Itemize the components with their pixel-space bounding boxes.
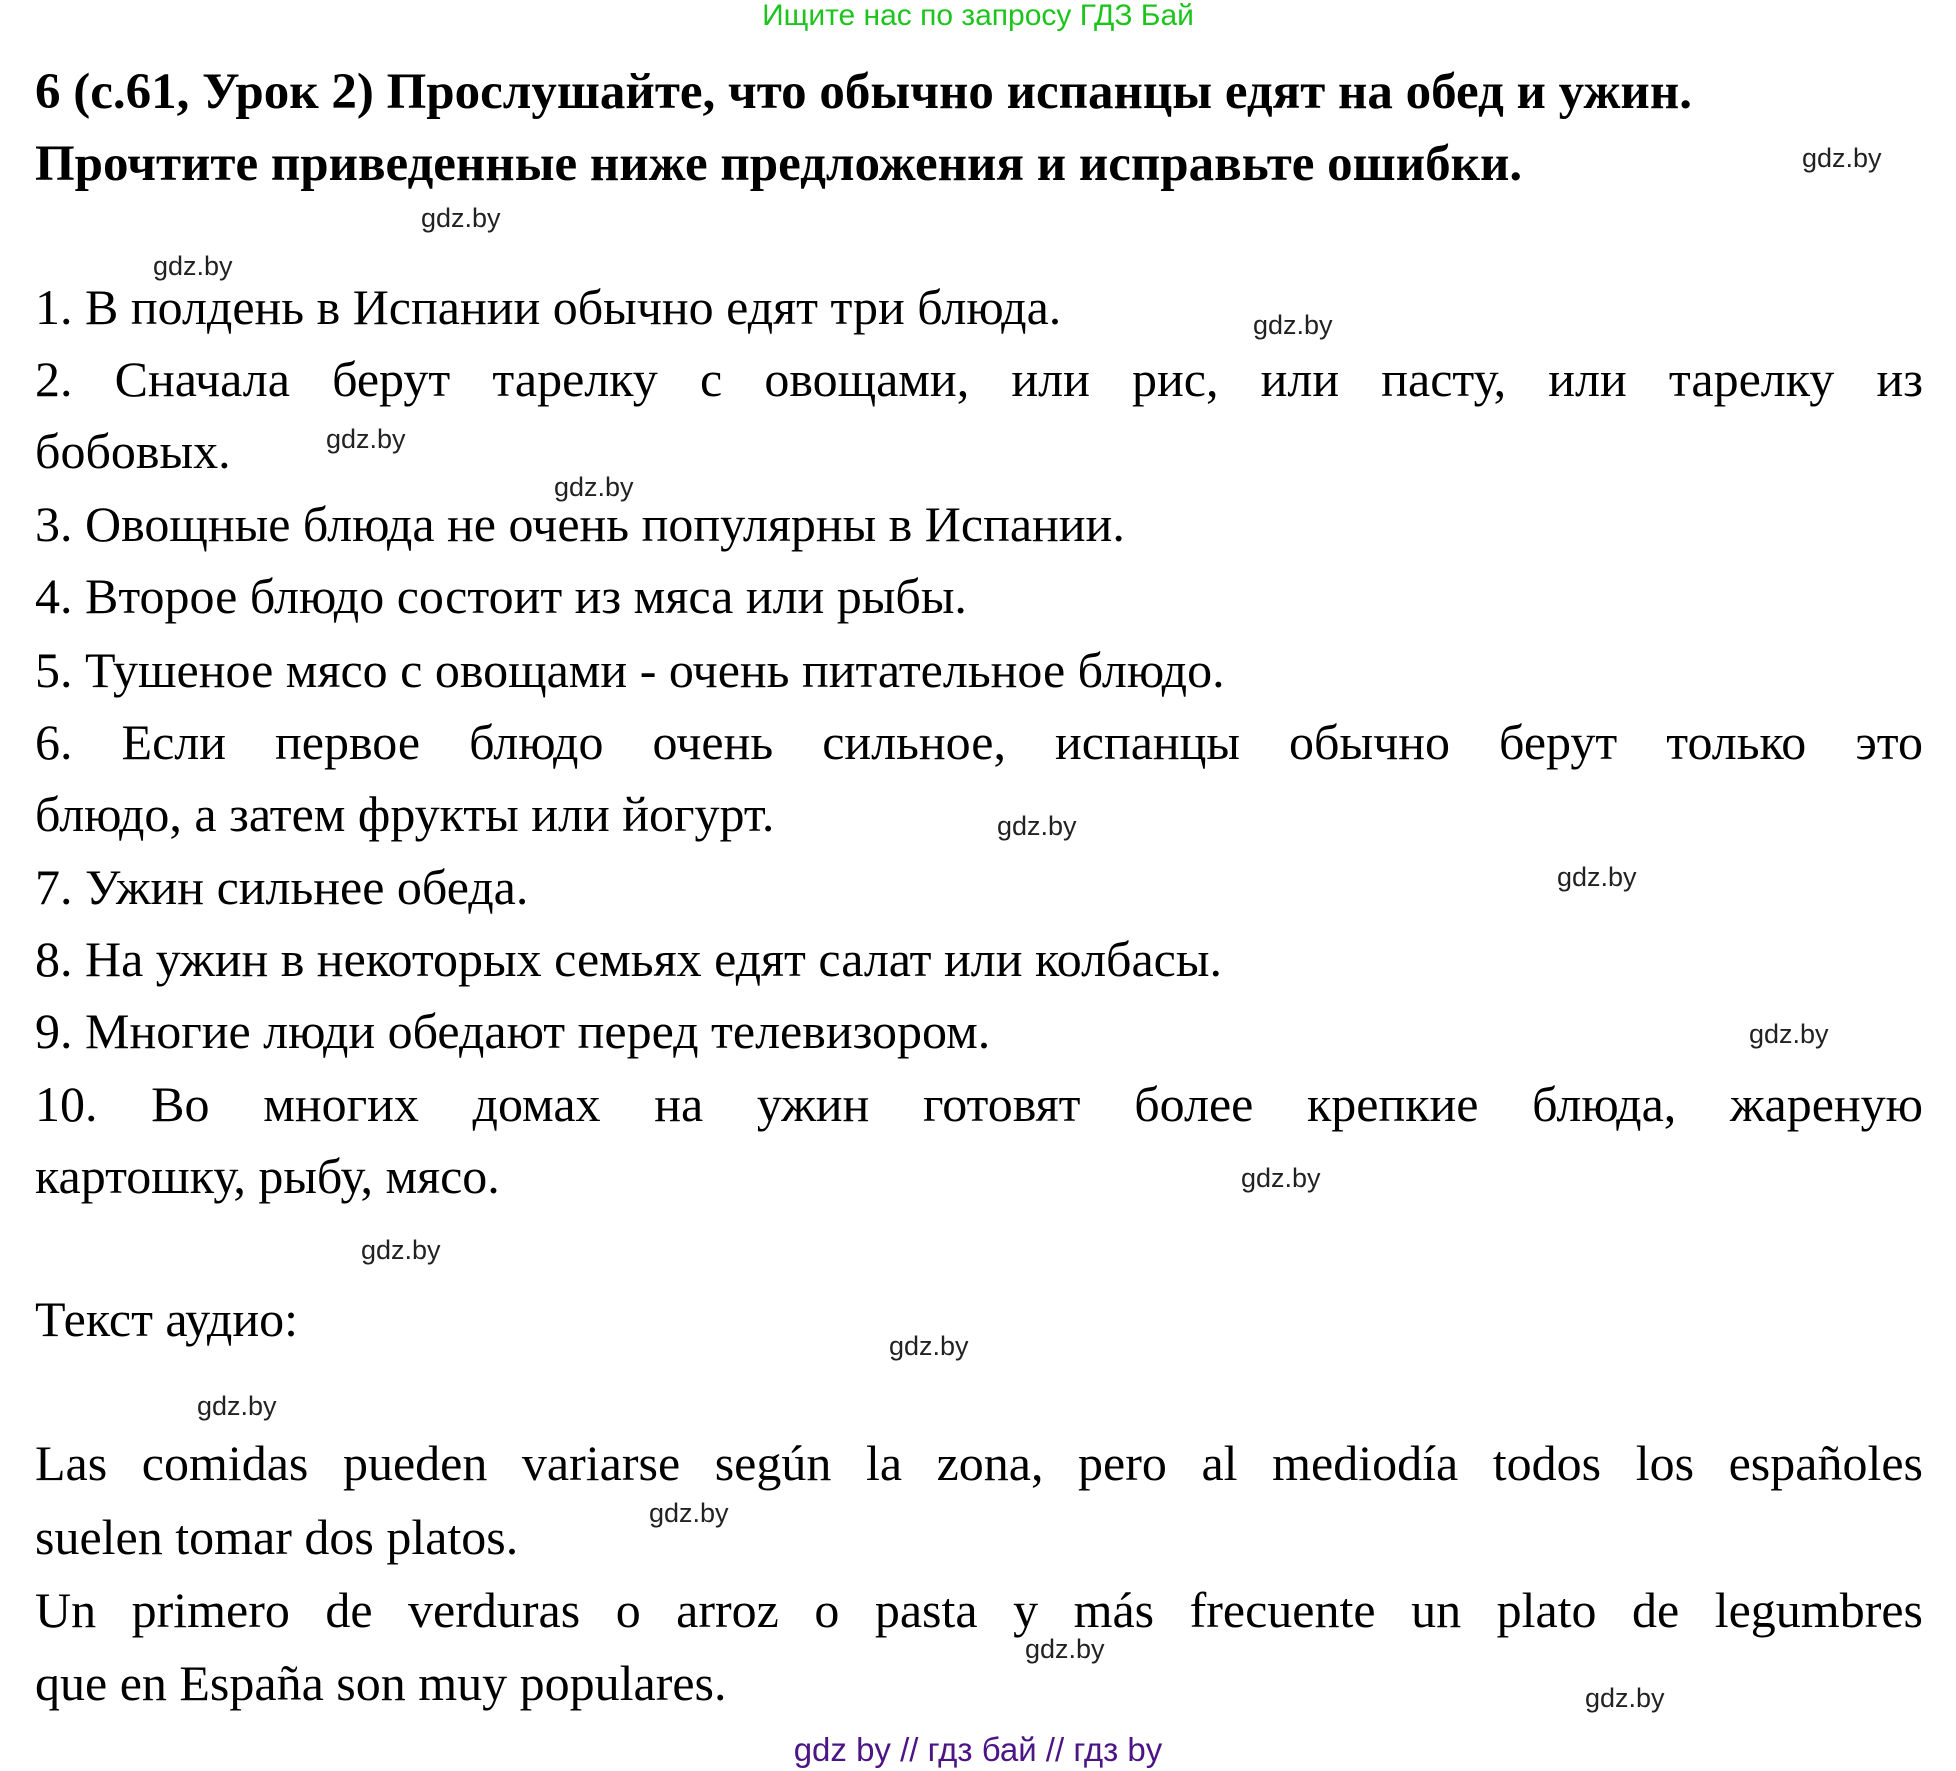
- watermark: gdz.by: [153, 251, 233, 281]
- watermark: gdz.by: [889, 1331, 969, 1361]
- watermark: gdz.by: [421, 203, 501, 233]
- task-heading-line-2: Прочтите приведенные ниже предложения и исправьте ошибки.: [35, 136, 1523, 192]
- watermark: gdz.by: [326, 424, 406, 454]
- watermark: gdz.by: [197, 1391, 277, 1421]
- task-heading-line-1: 6 (с.61, Урок 2) Прослушайте, что обычно испанцы едят на обед и ужин.: [35, 64, 1692, 120]
- audio-line-3: Un primero de verduras o arroz o pasta y más frecuente un plato de legumbres: [35, 1582, 1923, 1638]
- statement-4: 4. Второе блюдо состоит из мяса или рыбы.: [35, 568, 967, 624]
- watermark: gdz.by: [649, 1498, 729, 1528]
- search-banner[interactable]: Ищите нас по запросу ГДЗ Бай: [762, 0, 1194, 32]
- watermark: gdz.by: [1585, 1683, 1665, 1713]
- audio-line-1: Las comidas pueden variarse según la zona, pero al mediodía todos los españoles: [35, 1435, 1923, 1491]
- statement-7: 7. Ужин сильнее обеда.: [35, 859, 529, 915]
- watermark: gdz.by: [554, 472, 634, 502]
- watermark: gdz.by: [1802, 143, 1882, 173]
- statement-10-cont: картошку, рыбу, мясо.: [35, 1148, 500, 1204]
- watermark: gdz.by: [1025, 1634, 1105, 1664]
- watermark: gdz.by: [1749, 1019, 1829, 1049]
- watermark: gdz.by: [1557, 862, 1637, 892]
- statement-2-cont: бобовых.: [35, 423, 231, 479]
- statement-10: 10. Во многих домах на ужин готовят более крепкие блюда, жареную: [35, 1076, 1923, 1132]
- watermark: gdz.by: [1253, 310, 1333, 340]
- statement-8: 8. На ужин в некоторых семьях едят салат или колбасы.: [35, 931, 1222, 987]
- audio-line-4: que en España son muy populares.: [35, 1655, 727, 1711]
- watermark: gdz.by: [361, 1235, 441, 1265]
- statement-9: 9. Многие люди обедают перед телевизором.: [35, 1003, 991, 1059]
- statement-2: 2. Сначала берут тарелку с овощами, или рис, или пасту, или тарелку из: [35, 351, 1923, 407]
- statement-6-cont: блюдо, а затем фрукты или йогурт.: [35, 786, 775, 842]
- audio-line-2: suelen tomar dos platos.: [35, 1509, 519, 1565]
- statement-1: 1. В полдень в Испании обычно едят три блюда.: [35, 279, 1062, 335]
- audio-label: Текст аудио:: [35, 1291, 299, 1347]
- statement-5: 5. Тушеное мясо с овощами - очень питательное блюдо.: [35, 642, 1225, 698]
- footer-links[interactable]: gdz by // гдз бай // гдз by: [793, 1731, 1163, 1768]
- watermark: gdz.by: [1241, 1163, 1321, 1193]
- watermark: gdz.by: [997, 811, 1077, 841]
- statement-3: 3. Овощные блюда не очень популярны в Испании.: [35, 496, 1125, 552]
- statement-6: 6. Если первое блюдо очень сильное, испанцы обычно берут только это: [35, 714, 1923, 770]
